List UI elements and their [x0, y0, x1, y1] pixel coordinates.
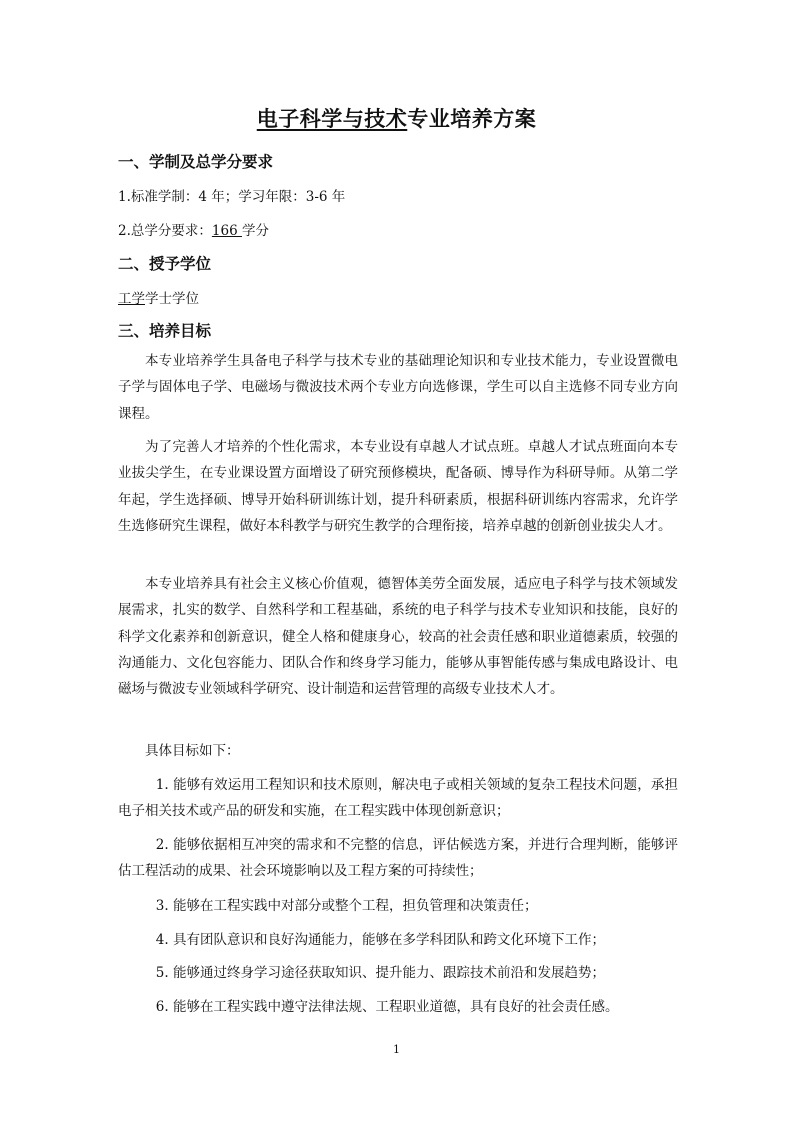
standard-duration-line: 1.标准学制：4 年；学习年限：3-6 年 — [118, 189, 346, 205]
title-rest: 专业培养方案 — [407, 106, 537, 131]
section-heading-3: 三、培养目标 — [118, 322, 212, 340]
objective-paragraph-3: 本专业培养具有社会主义核心价值观，德智体美劳全面发展，适应电子科学与技术领域发展需求，扎实的数学、自然科学和工程基础，系统的电子科学与技术专业知识和技能，良好的科学文化素养和创新意识，健全人格和健康身心，较高的社会责任感和职业道德素质，较强的沟通能力、文化包容能力、团队合作和终身学习能力，能够从事智能传感与集成电路设计、电磁场与微波专业领域科学研究、设计制造和运营管理的高级专业技术人才。 — [118, 576, 678, 698]
total-credits-value: 166 — [211, 223, 242, 239]
goal-item-4: 4. 具有团队意识和良好沟通能力，能够在多学科团队和跨文化环境下工作； — [155, 932, 605, 948]
section-heading-1: 一、学制及总学分要求 — [118, 153, 274, 171]
goal-item-3: 3. 能够在工程实践中对部分或整个工程，担负管理和决策责任； — [155, 898, 538, 914]
goal-item-1: 1. 能够有效运用工程知识和技术原则，解决电子或相关领域的复杂工程技术问题，承担电子相关技术或产品的研发和实施，在工程实践中体现创新意识； — [118, 777, 678, 820]
goals-intro: 具体目标如下： — [145, 743, 240, 759]
degree-field: 工学 — [118, 291, 145, 307]
objective-paragraph-1: 本专业培养学生具备电子科学与技术专业的基础理论知识和专业技术能力，专业设置微电子学与固体电子学、电磁场与微波技术两个专业方向选修课，学生可以自主选修不同专业方向课程。 — [118, 353, 678, 422]
objective-paragraph-2: 为了完善人才培养的个性化需求，本专业设有卓越人才试点班。卓越人才试点班面向本专业拔尖学生，在专业课设置方面增设了研究预修模块，配备硕、博导作为科研导师。从第二学年起，学生选择硕、博导开始科研训练计划，提升科研素质，根据科研训练内容需求，允许学生选修研究生课程，做好本科教学与研究生教学的合理衔接，培养卓越的创新创业拔尖人才。 — [118, 439, 678, 534]
goal-item-5: 5. 能够通过终身学习途径获取知识、提升能力、跟踪技术前沿和发展趋势； — [155, 965, 605, 981]
degree-line — [118, 287, 199, 307]
degree-type: 学士学位 — [145, 291, 199, 307]
title-major-name: 电子科学与技术 — [256, 106, 408, 131]
total-credits-line — [118, 219, 269, 239]
document-title — [0, 103, 793, 133]
total-credits-label: 2.总学分要求： — [118, 223, 212, 239]
total-credits-unit: 学分 — [241, 223, 269, 239]
goal-item-6: 6. 能够在工程实践中遵守法律法规、工程职业道德，具有良好的社会责任感。 — [155, 999, 619, 1015]
section-heading-2: 二、授予学位 — [118, 255, 212, 273]
page-number: 1 — [393, 1043, 400, 1056]
goal-item-2: 2. 能够依据相互冲突的需求和不完整的信息，评估候选方案，并进行合理判断，能够评估工程活动的成果、社会环境影响以及工程方案的可持续性； — [118, 837, 678, 880]
